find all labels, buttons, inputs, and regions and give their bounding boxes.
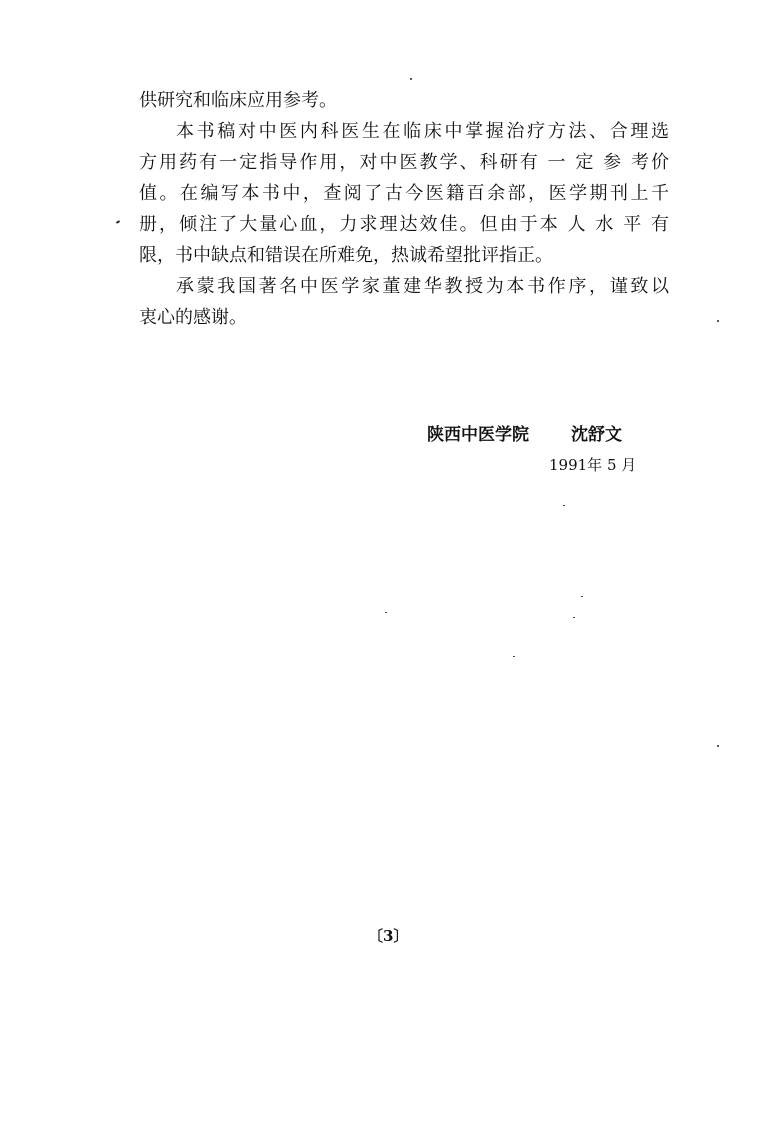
paragraph-line: 方用药有一定指导作用，对中医教学、科研有 一 定 参 考价 [139,152,669,173]
paragraph-line: 值。在编写本书中，查阅了古今医籍百余部，医学期刊上千 [139,183,669,204]
scan-speck [563,505,565,506]
paragraph-line: 册，倾注了大量心血，力求理达效佳。但由于本 人 水 平 有 [139,214,669,235]
paragraph-line: 限，书中缺点和错误在所难免，热诚希望批评指正。 [139,245,553,266]
scan-speck [573,617,575,618]
paragraph-line: 本书稿对中医内科医生在临床中掌握治疗方法、合理选 [176,121,669,142]
scan-speck [513,656,515,657]
signature-institution: 陕西中医学院 [427,425,529,445]
scan-speck [410,78,412,80]
scan-speck [717,320,719,322]
paragraph-line: 衷心的感谢。 [139,307,247,328]
scan-speck [717,745,719,747]
paragraph-line: 供研究和临床应用参考。 [139,90,337,111]
signature-date: 1991年 5 月 [549,456,637,474]
page-number: 〔3〕 [368,927,409,945]
scan-speck [581,596,583,597]
paragraph-line: 承蒙我国著名中医学家董建华教授为本书作序，谨致以 [176,276,669,297]
scan-speck [385,612,387,613]
scan-speck [116,220,120,224]
signature-author: 沈舒文 [571,425,622,445]
